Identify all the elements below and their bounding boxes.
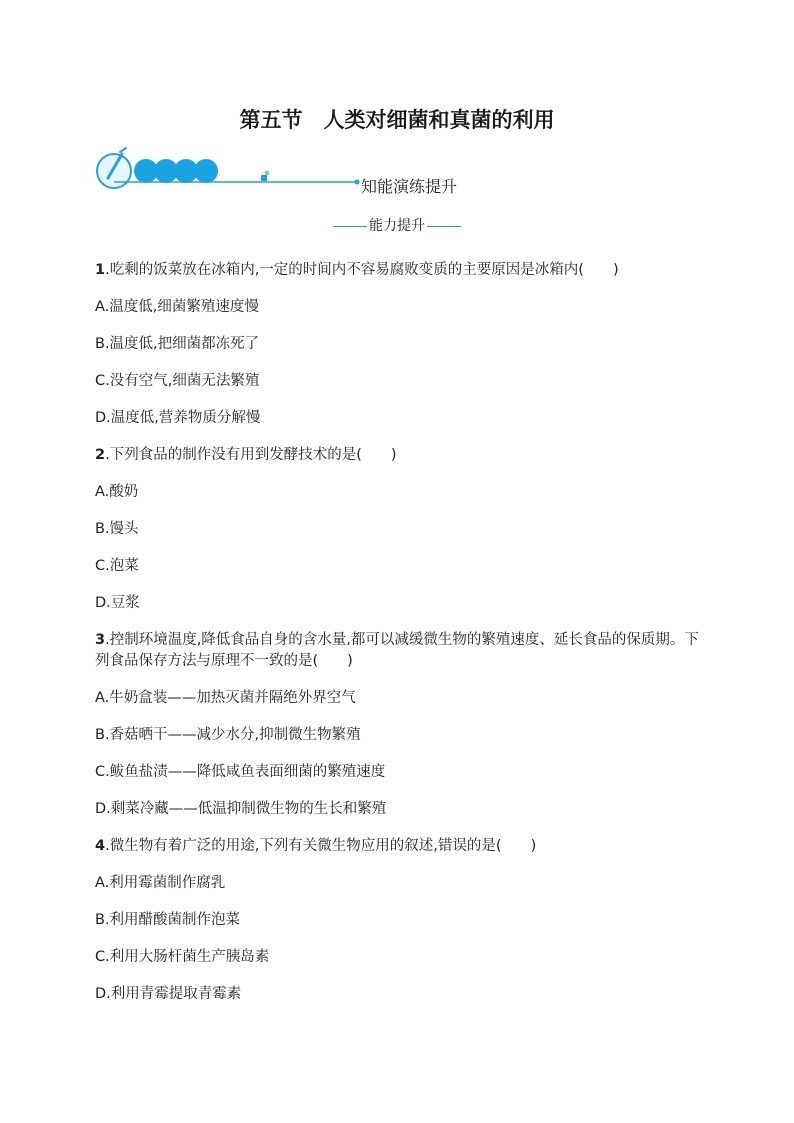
section-label: 能力提升 [369, 218, 425, 234]
option-a: A.利用霉菌制作腐乳 [95, 875, 226, 891]
option-c: C.利用大肠杆菌生产胰岛素 [95, 949, 270, 965]
option-d: D.豆浆 [95, 595, 140, 611]
question-text: .控制环境温度,降低食品自身的含水量,都可以减缓微生物的繁殖速度、延长食品的保质期。下列食品保存方法与原理不一致的是( ) [95, 632, 699, 669]
question-3 [95, 630, 705, 820]
option-d: D.温度低,营养物质分解慢 [95, 410, 261, 426]
page-title: 第五节 人类对细菌和真菌的利用 [239, 107, 555, 132]
banner-label: 知能演练提升 [361, 177, 458, 196]
section-heading [0, 215, 794, 235]
question-text: .微生物有着广泛的用途,下列有关微生物应用的叙述,错误的是( ) [105, 838, 537, 854]
option-b: B.温度低,把细菌都冻死了 [95, 336, 260, 352]
question-stem [95, 836, 705, 857]
option-a: A.牛奶盒装——加热灭菌并隔绝外界空气 [95, 690, 356, 706]
question-1 [95, 260, 705, 429]
option-b: B.利用醋酸菌制作泡菜 [95, 912, 241, 928]
question-list [95, 260, 705, 1021]
question-4 [95, 836, 705, 1005]
option-a: A.温度低,细菌繁殖速度慢 [95, 299, 259, 315]
divider-left [333, 226, 367, 227]
question-number: 3 [95, 632, 106, 648]
option-c: C.没有空气,细菌无法繁殖 [95, 373, 260, 389]
question-stem [95, 445, 705, 466]
question-number: 4 [95, 838, 106, 854]
option-b: B.香菇晒干——减少水分,抑制微生物繁殖 [95, 727, 361, 743]
option-a: A.酸奶 [95, 484, 139, 500]
option-d: D.利用青霉提取青霉素 [95, 986, 242, 1002]
option-d: D.剩菜冷藏——低温抑制微生物的生长和繁殖 [95, 801, 387, 817]
option-b: B.馒头 [95, 521, 139, 537]
question-text: .吃剩的饭菜放在冰箱内,一定的时间内不容易腐败变质的主要原因是冰箱内( ) [105, 262, 619, 278]
option-c: C.泡菜 [95, 558, 139, 574]
question-number: 1 [95, 262, 106, 278]
question-text: .下列食品的制作没有用到发酵技术的是( ) [105, 447, 397, 463]
question-number: 2 [95, 447, 106, 463]
divider-right [427, 226, 461, 227]
question-2 [95, 445, 705, 614]
option-c: C.鲅鱼盐渍——降低咸鱼表面细菌的繁殖速度 [95, 764, 386, 780]
question-stem [95, 630, 705, 672]
question-stem [95, 260, 705, 281]
